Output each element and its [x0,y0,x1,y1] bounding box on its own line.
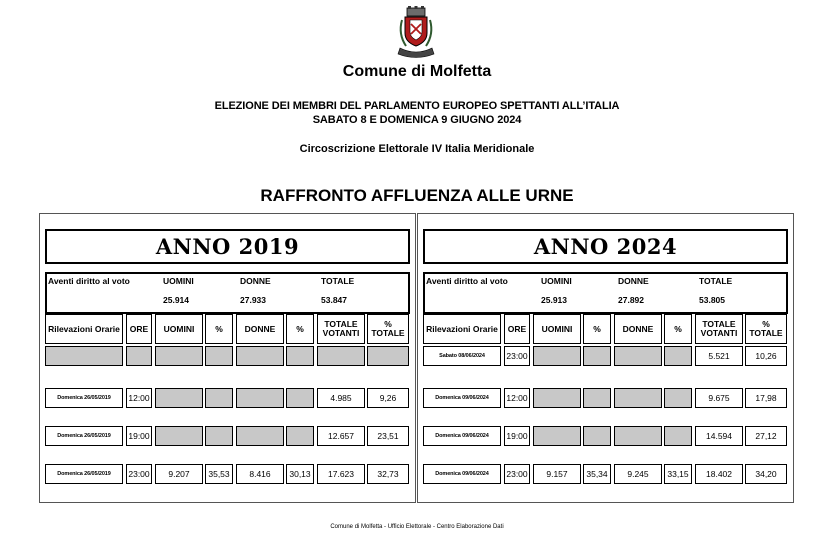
aventi-totale-label: TOTALE [321,276,355,286]
aventi-donne-value: 27.933 [240,295,266,305]
table-cell-date: Domenica 26/05/2019 [45,426,123,446]
table-cell-pct_d [664,426,692,446]
column-header-uomini: UOMINI [533,314,581,344]
aventi-uomini-value: 25.913 [541,295,567,305]
column-header-ore: ORE [126,314,152,344]
aventi-uomini-value: 25.914 [163,295,189,305]
column-header-uomini: UOMINI [155,314,203,344]
table-cell-uomini [155,426,203,446]
column-header-pct_d: % [664,314,692,344]
table-cell-pct_u [205,388,233,408]
table-cell-uomini [155,346,203,366]
table-cell-ore: 12:00 [504,388,530,408]
election-title [0,99,834,127]
table-cell-totale: 17.623 [317,464,365,484]
aventi-totale-label: TOTALE [699,276,733,286]
table-cell-pct_t: 34,20 [745,464,787,484]
column-header-date: Rilevazioni Orarie [423,314,501,344]
table-cell-ore: 23:00 [504,464,530,484]
table-cell-totale: 9.675 [695,388,743,408]
table-cell-pct_t: 32,73 [367,464,409,484]
table-cell-pct_t: 27,12 [745,426,787,446]
year-label: ANNO 2024 [533,234,678,259]
column-header-donne: DONNE [236,314,284,344]
panel-2024 [417,213,794,503]
table-cell-date [45,346,123,366]
table-cell-pct_d: 33,15 [664,464,692,484]
table-cell-pct_u [205,426,233,446]
table-cell-uomini: 9.157 [533,464,581,484]
municipal-coat-of-arms-icon [396,6,436,60]
column-header-date: Rilevazioni Orarie [45,314,123,344]
aventi-totale-value: 53.847 [321,295,347,305]
table-cell-pct_u [583,388,611,408]
column-header-ore: ORE [504,314,530,344]
table-cell-date: Domenica 09/06/2024 [423,388,501,408]
table-cell-pct_t: 17,98 [745,388,787,408]
column-header-pct_d: % [286,314,314,344]
table-cell-pct_d [664,346,692,366]
raffronto-title: RAFFRONTO AFFLUENZA ALLE URNE [260,186,574,205]
table-cell-donne [614,346,662,366]
table-cell-date: Domenica 09/06/2024 [423,464,501,484]
panel-2019 [39,213,416,503]
column-header-pct_u: % [583,314,611,344]
circoscrizione-label: Circoscrizione Elettorale IV Italia Meridionale [299,143,535,155]
table-cell-donne [236,426,284,446]
table-cell-totale: 4.985 [317,388,365,408]
table-cell-ore: 23:00 [126,464,152,484]
aventi-diritto-box [45,272,410,314]
table-cell-donne [236,388,284,408]
table-cell-totale: 5.521 [695,346,743,366]
table-cell-pct_u: 35,53 [205,464,233,484]
table-cell-uomini [155,388,203,408]
table-cell-ore: 12:00 [126,388,152,408]
year-label: ANNO 2019 [155,234,300,259]
aventi-label: Aventi diritto al voto [48,276,130,286]
table-cell-pct_d: 30,13 [286,464,314,484]
table-cell-pct_t [367,346,409,366]
table-cell-totale: 12.657 [317,426,365,446]
table-cell-pct_d [286,426,314,446]
aventi-donne-label: DONNE [618,276,649,286]
table-cell-date: Domenica 26/05/2019 [45,464,123,484]
table-cell-uomini [533,426,581,446]
column-header-donne: DONNE [614,314,662,344]
aventi-diritto-box [423,272,788,314]
table-cell-donne [614,388,662,408]
aventi-uomini-label: UOMINI [163,276,194,286]
comune-title: Comune di Molfetta [342,63,492,80]
aventi-totale-value: 53.805 [699,295,725,305]
table-cell-pct_u: 35,34 [583,464,611,484]
column-header-totale: TOTALE VOTANTI [317,314,365,344]
election-title-line2: SABATO 8 E DOMENICA 9 GIUGNO 2024 [312,114,522,126]
table-cell-ore: 19:00 [504,426,530,446]
table-cell-totale: 18.402 [695,464,743,484]
table-cell-pct_u [205,346,233,366]
table-cell-uomini: 9.207 [155,464,203,484]
column-header-pct_t: % TOTALE [367,314,409,344]
year-box [423,229,788,264]
footer-note: Comune di Molfetta - Ufficio Elettorale - Centro Elaborazione Dati [330,524,504,530]
table-cell-uomini [533,388,581,408]
column-header-pct_t: % TOTALE [745,314,787,344]
table-cell-date: Domenica 09/06/2024 [423,426,501,446]
table-cell-pct_t: 23,51 [367,426,409,446]
table-cell-pct_u [583,346,611,366]
year-box [45,229,410,264]
table-cell-ore [126,346,152,366]
table-cell-pct_d [286,346,314,366]
table-cell-uomini [533,346,581,366]
table-cell-pct_d [664,388,692,408]
column-header-totale: TOTALE VOTANTI [695,314,743,344]
table-cell-pct_t: 10,26 [745,346,787,366]
aventi-donne-value: 27.892 [618,295,644,305]
table-cell-date: Sabato 08/06/2024 [423,346,501,366]
table-cell-totale [317,346,365,366]
table-cell-date: Domenica 26/05/2019 [45,388,123,408]
table-cell-totale: 14.594 [695,426,743,446]
table-cell-donne: 8.416 [236,464,284,484]
election-title-line1: ELEZIONE DEI MEMBRI DEL PARLAMENTO EUROPEO SPETTANTI ALL’ITALIA [214,100,620,112]
aventi-uomini-label: UOMINI [541,276,572,286]
table-cell-pct_u [583,426,611,446]
table-cell-pct_d [286,388,314,408]
table-cell-ore: 23:00 [504,346,530,366]
column-header-pct_u: % [205,314,233,344]
aventi-label: Aventi diritto al voto [426,276,508,286]
table-cell-ore: 19:00 [126,426,152,446]
table-cell-donne [614,426,662,446]
aventi-donne-label: DONNE [240,276,271,286]
table-cell-donne [236,346,284,366]
table-cell-pct_t: 9,26 [367,388,409,408]
table-cell-donne: 9.245 [614,464,662,484]
